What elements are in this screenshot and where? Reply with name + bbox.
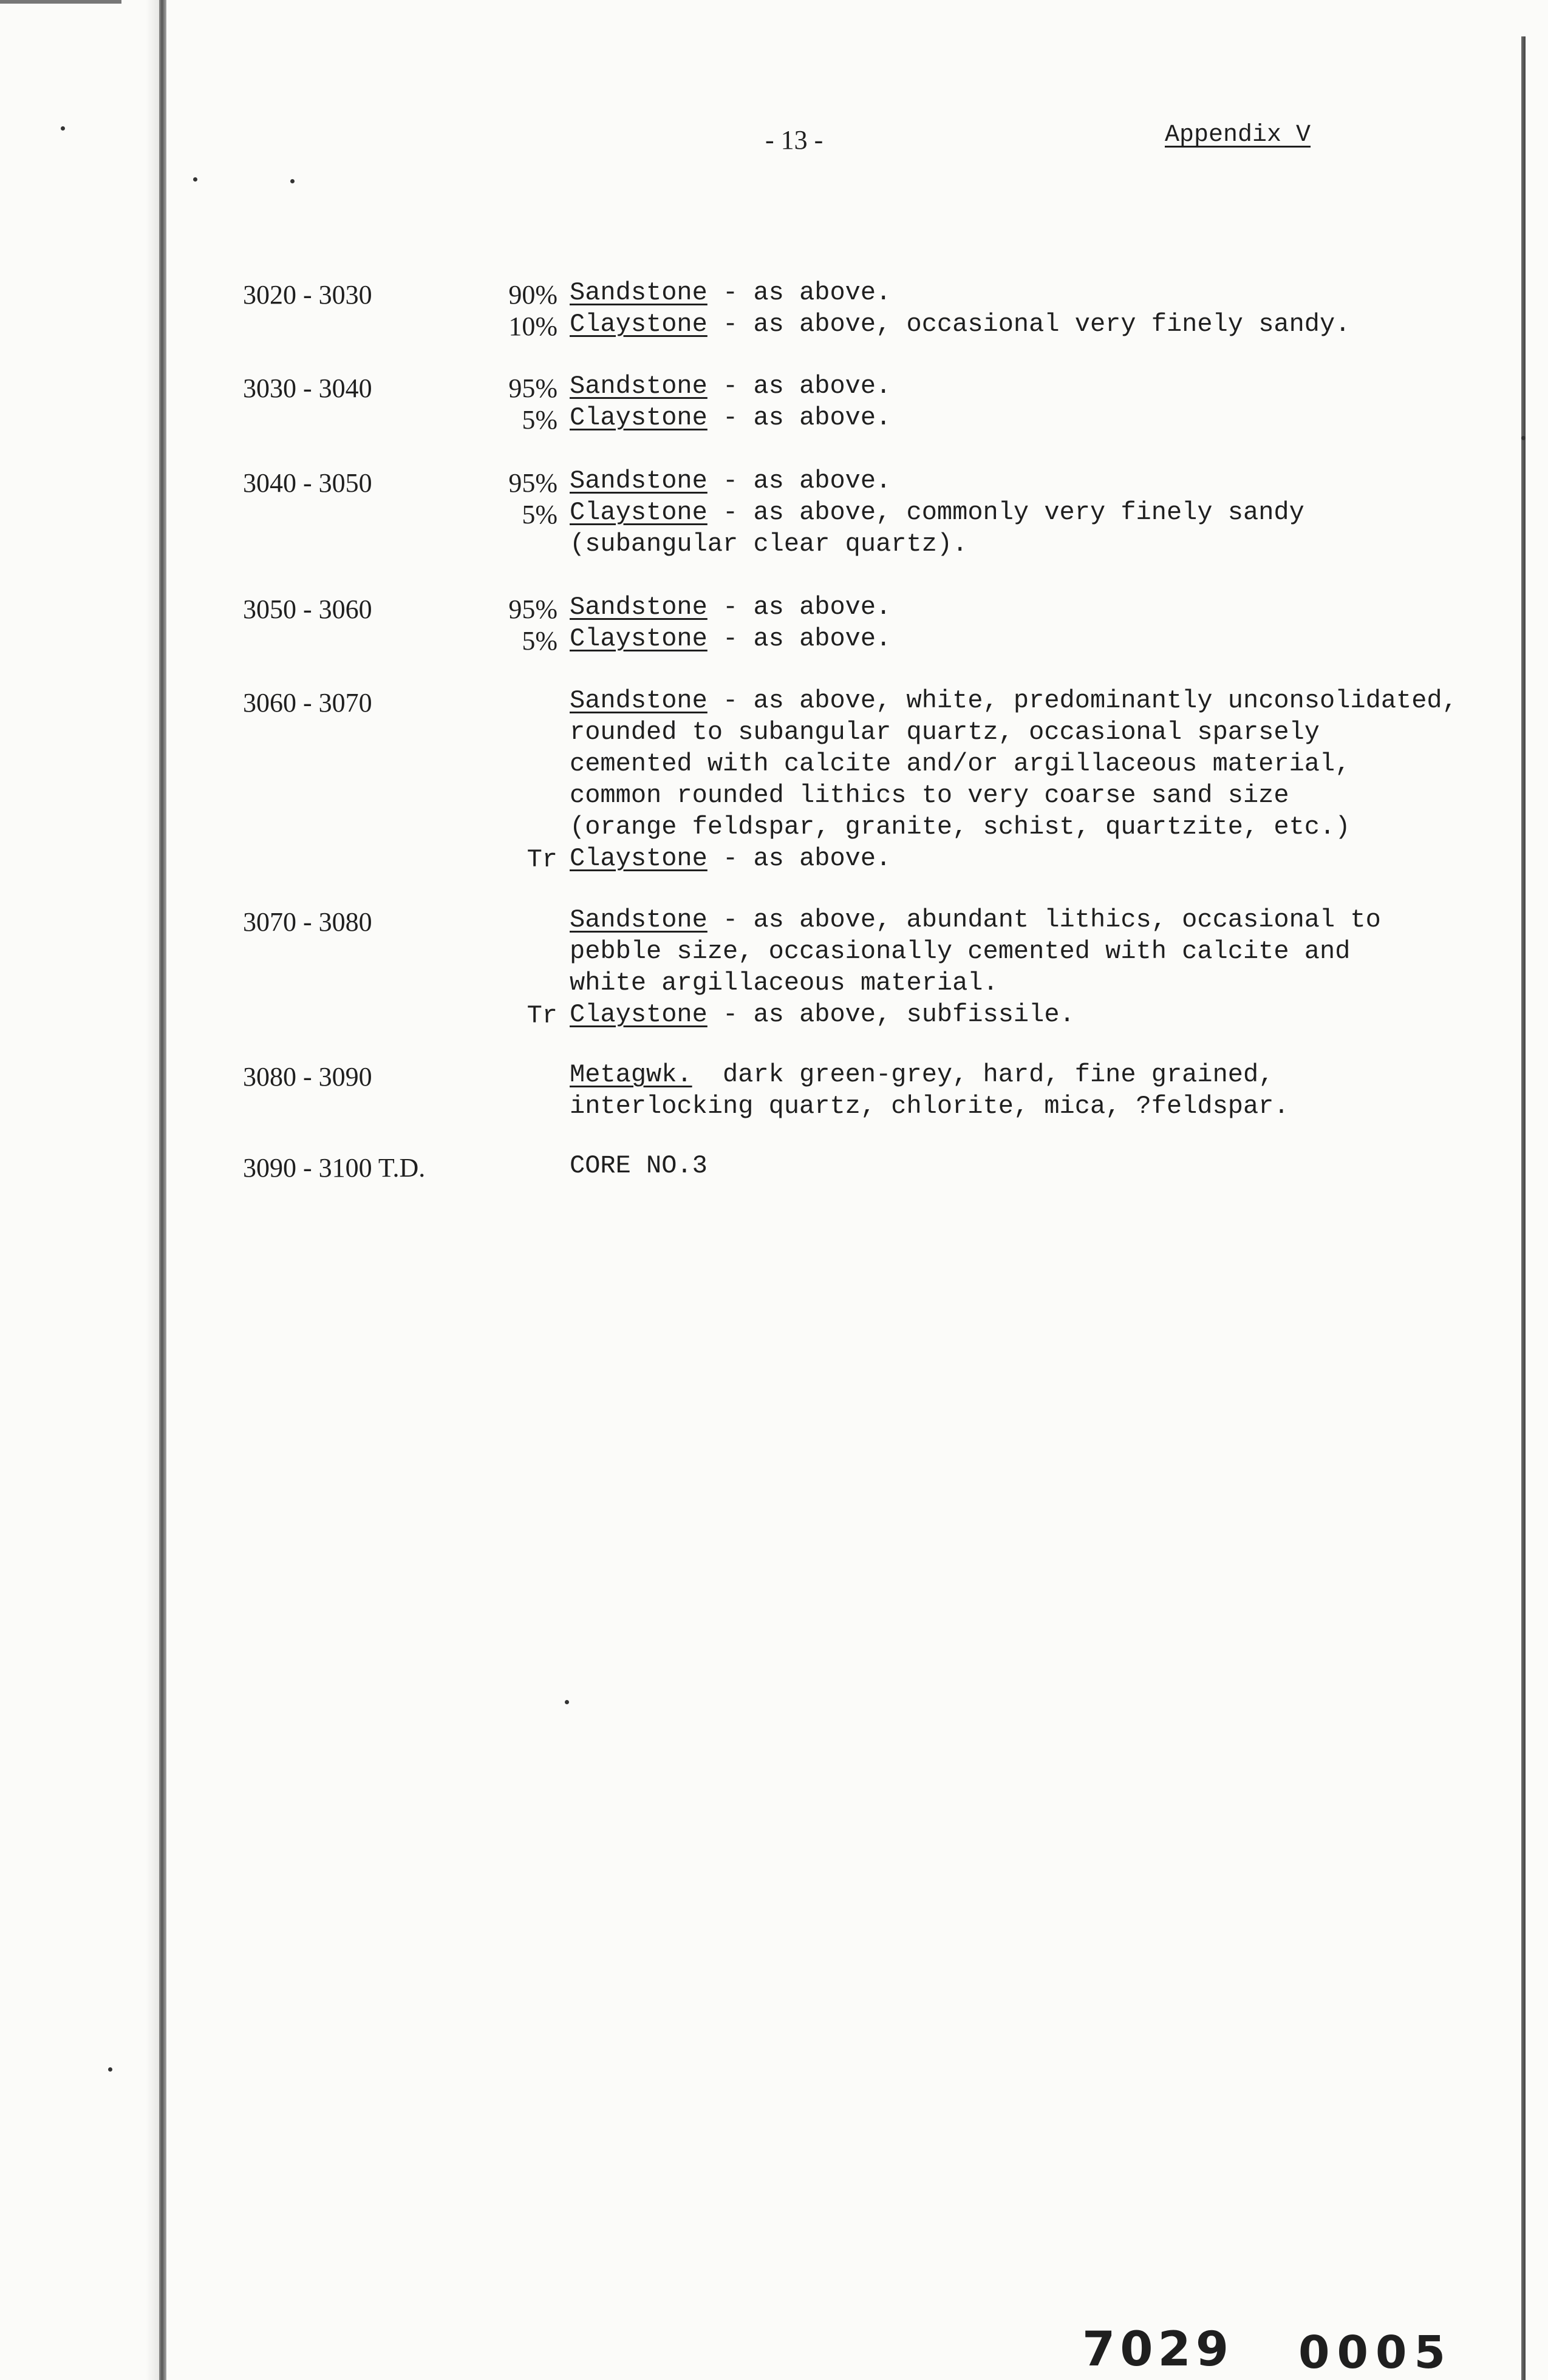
description-line: [570, 811, 1350, 843]
description-text: - as above, white, predominantly unconsolidated,: [707, 686, 1458, 715]
percentage: Tr: [527, 845, 557, 874]
scan-speck: [193, 177, 197, 182]
description-text: - as above.: [707, 372, 892, 401]
description-line: [570, 936, 1350, 967]
description-line: [570, 967, 998, 999]
description-text: - as above.: [707, 403, 892, 432]
description-text: (subangular clear quartz).: [570, 529, 968, 559]
description-text: - as above.: [707, 466, 892, 495]
scan-speck: [61, 126, 65, 131]
description-text: - as above, abundant lithics, occasional to: [707, 905, 1381, 934]
percentage: 95%: [508, 468, 557, 498]
description-text: - as above, subfissile.: [707, 1000, 1075, 1029]
right-page-edge: [1521, 36, 1526, 2380]
description-text: rounded to subangular quartz, occasional sparsely: [570, 718, 1320, 747]
description-text: - as above.: [707, 278, 892, 307]
left-binding-edge: [159, 0, 166, 2380]
lithology-name: Sandstone: [570, 466, 708, 495]
left-edge-shadow: [146, 0, 159, 2380]
page-number: - 13 -: [765, 125, 823, 155]
description-line: [570, 904, 1381, 936]
description-text: - as above, commonly very finely sandy: [707, 498, 1304, 527]
percentage: 95%: [508, 373, 557, 403]
description-text: - as above, occasional very finely sandy.: [707, 310, 1351, 339]
description-line: [570, 1150, 708, 1182]
lithology-name: Claystone: [570, 1000, 708, 1029]
description-line: [570, 528, 967, 560]
lithology-name: Claystone: [570, 310, 708, 339]
description-line: [570, 685, 1458, 716]
description-line: [570, 308, 1350, 340]
scan-speck: [565, 1700, 569, 1704]
description-line: [570, 277, 891, 308]
description-line: [570, 591, 891, 623]
description-text: common rounded lithics to very coarse sand size: [570, 781, 1289, 810]
description-line: [570, 780, 1289, 811]
depth-interval: 3040 - 3050: [243, 468, 372, 498]
description-text: - as above.: [707, 593, 892, 622]
description-text: - as above.: [707, 844, 892, 873]
description-text: - as above.: [707, 624, 892, 653]
appendix-label: Appendix V: [1165, 121, 1311, 149]
description-line: [570, 748, 1350, 780]
scan-speck: [1521, 436, 1526, 440]
lithology-name: Metagwk.: [570, 1060, 692, 1089]
percentage: Tr: [527, 1001, 557, 1030]
lithology-name: Sandstone: [570, 593, 708, 622]
footer-code-left: 7029: [1082, 2322, 1234, 2377]
percentage: 5%: [522, 626, 557, 656]
depth-interval: 3070 - 3080: [243, 907, 372, 937]
percentage: 95%: [508, 594, 557, 624]
lithology-name: Claystone: [570, 498, 708, 527]
percentage: 90%: [508, 280, 557, 310]
description-text: interlocking quartz, chlorite, mica, ?feldspar.: [570, 1092, 1289, 1121]
description-text: white argillaceous material.: [570, 968, 998, 998]
percentage: 5%: [522, 500, 557, 529]
lithology-name: Claystone: [570, 403, 708, 432]
description-line: [570, 999, 1075, 1030]
description-line: [570, 465, 891, 497]
description-line: [570, 1059, 1274, 1090]
depth-interval: 3080 - 3090: [243, 1062, 372, 1092]
description-text: (orange feldspar, granite, schist, quartzite, etc.): [570, 812, 1351, 841]
top-edge-mark: [0, 0, 121, 4]
lithology-name: Claystone: [570, 624, 708, 653]
depth-interval: 3060 - 3070: [243, 688, 372, 718]
depth-interval: 3050 - 3060: [243, 594, 372, 624]
description-text: pebble size, occasionally cemented with calcite and: [570, 937, 1351, 966]
description-line: [570, 497, 1304, 528]
scan-speck: [290, 179, 295, 183]
description-line: [570, 370, 891, 402]
percentage: 10%: [508, 311, 557, 341]
footer-code-right: 0005: [1298, 2327, 1453, 2379]
depth-interval: 3030 - 3040: [243, 373, 372, 403]
lithology-name: Sandstone: [570, 905, 708, 934]
description-line: [570, 1090, 1289, 1122]
description-text: cemented with calcite and/or argillaceous material,: [570, 749, 1351, 778]
scan-speck: [108, 2067, 112, 2072]
percentage: 5%: [522, 405, 557, 435]
description-line: [570, 843, 891, 874]
description-text: CORE NO.3: [570, 1151, 708, 1180]
description-text: dark green-grey, hard, fine grained,: [692, 1060, 1274, 1089]
description-line: [570, 402, 891, 433]
description-line: [570, 716, 1320, 748]
lithology-name: Claystone: [570, 844, 708, 873]
depth-interval: 3090 - 3100 T.D.: [243, 1153, 426, 1183]
lithology-name: Sandstone: [570, 686, 708, 715]
description-line: [570, 623, 891, 654]
depth-interval: 3020 - 3030: [243, 280, 372, 310]
lithology-name: Sandstone: [570, 372, 708, 401]
lithology-name: Sandstone: [570, 278, 708, 307]
